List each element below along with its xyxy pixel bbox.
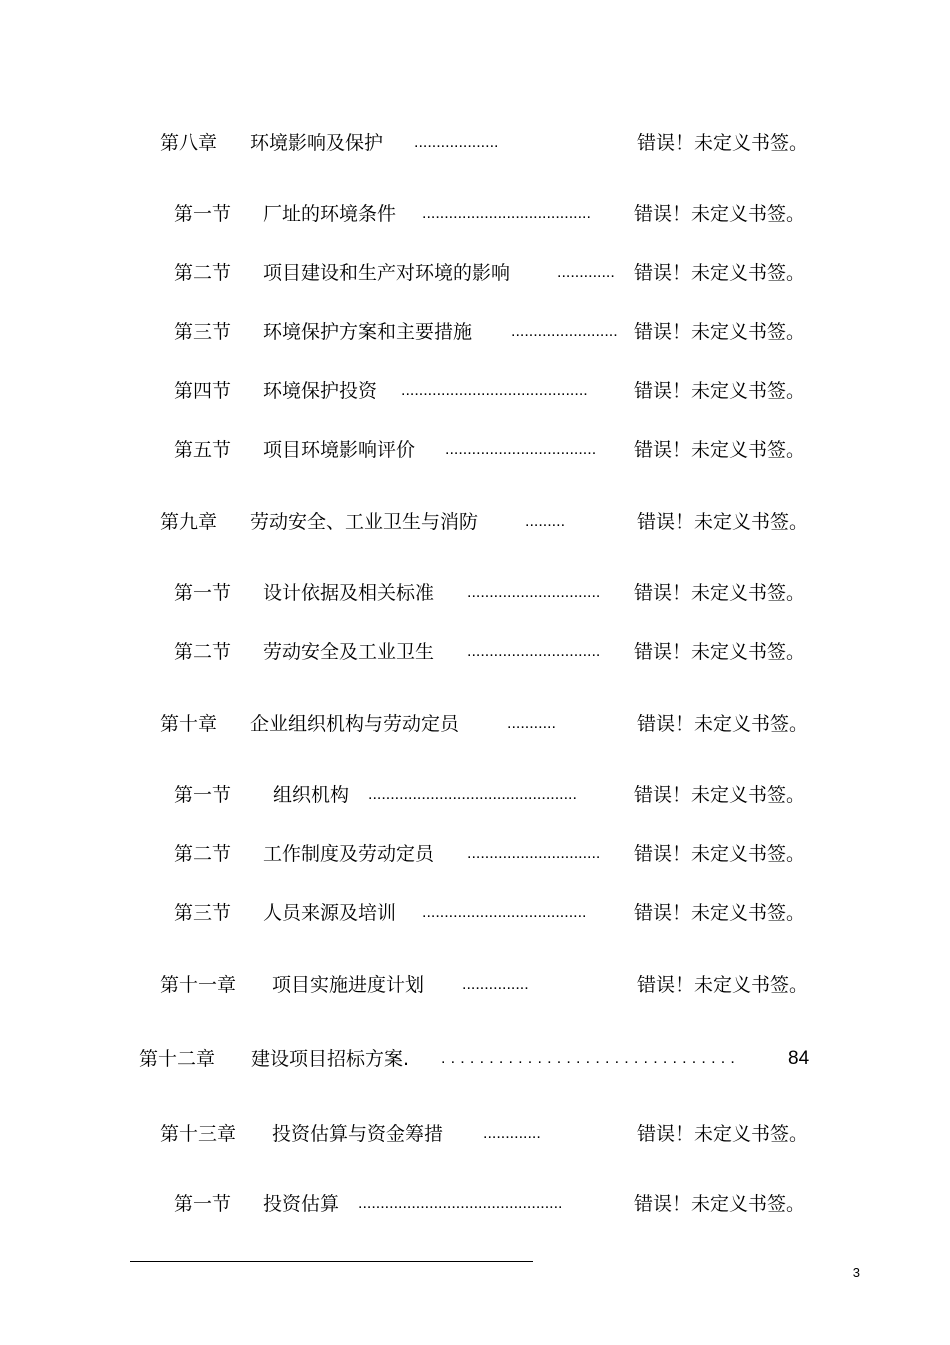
toc-section-number: 第四节 <box>174 380 232 402</box>
toc-section-number: 第一节 <box>174 784 232 806</box>
toc-leader-dots: ............................................... <box>368 786 577 803</box>
toc-page-ref: 错误！未定义书签。 <box>634 902 806 924</box>
toc-section-title: 投资估算 <box>263 1193 340 1215</box>
toc-page-ref: 错误！未定义书签。 <box>637 713 809 735</box>
toc-page-ref: 错误！未定义书签。 <box>637 974 809 996</box>
toc-section-number: 第二节 <box>174 843 232 865</box>
toc-page-ref: 错误！未定义书签。 <box>634 843 806 865</box>
toc-page-ref: 错误！未定义书签。 <box>634 784 806 806</box>
page-number: 3 <box>852 1265 860 1280</box>
toc-page-ref: 错误！未定义书签。 <box>634 582 806 604</box>
toc-section-number: 第一节 <box>174 1193 232 1215</box>
toc-leader-dots: ............. <box>557 264 615 281</box>
toc-page-ref: 错误！未定义书签。 <box>634 262 806 284</box>
toc-chapter-row[interactable] <box>0 128 950 158</box>
toc-section-row[interactable] <box>0 839 950 869</box>
toc-chapter-title: 企业组织机构与劳动定员 <box>250 713 460 735</box>
toc-section-row[interactable] <box>0 317 950 347</box>
toc-section-number: 第三节 <box>174 321 232 343</box>
toc-section-row[interactable] <box>0 898 950 928</box>
toc-section-number: 第二节 <box>174 641 232 663</box>
toc-section-row[interactable] <box>0 376 950 406</box>
toc-section-row[interactable] <box>0 780 950 810</box>
toc-section-number: 第三节 <box>174 902 232 924</box>
toc-page-ref: 错误！未定义书签。 <box>634 203 806 225</box>
toc-section-row[interactable] <box>0 199 950 229</box>
toc-section-row[interactable] <box>0 435 950 465</box>
toc-leader-dots: ............................... <box>441 1050 741 1067</box>
toc-section-row[interactable] <box>0 258 950 288</box>
toc-page-ref: 错误！未定义书签。 <box>634 439 806 461</box>
toc-section-title: 环境保护方案和主要措施 <box>263 321 473 343</box>
toc-leader-dots: .............................. <box>467 643 601 660</box>
toc-page-ref: 错误！未定义书签。 <box>634 641 806 663</box>
toc-leader-dots: ........................ <box>511 323 618 340</box>
toc-chapter-number: 第十二章 <box>139 1048 216 1070</box>
toc-section-title: 组织机构 <box>273 784 350 806</box>
toc-page-number: 84 <box>788 1048 810 1069</box>
toc-leader-dots: .............................. <box>467 584 601 601</box>
toc-leader-dots: ................... <box>414 134 499 151</box>
footnote-separator-line <box>130 1261 533 1262</box>
toc-section-number: 第一节 <box>174 203 232 225</box>
toc-section-title: 设计依据及相关标准 <box>263 582 435 604</box>
toc-chapter-title: 劳动安全、工业卫生与消防 <box>250 511 479 533</box>
toc-leader-dots: ..................................... <box>422 904 587 921</box>
toc-page-ref: 错误！未定义书签。 <box>637 1123 809 1145</box>
toc-section-number: 第一节 <box>174 582 232 604</box>
toc-section-row[interactable] <box>0 1189 950 1219</box>
toc-leader-dots: ......... <box>525 513 566 530</box>
toc-leader-dots: ........... <box>507 715 556 732</box>
toc-leader-dots: ............... <box>462 976 529 993</box>
toc-section-title: 人员来源及培训 <box>263 902 397 924</box>
toc-chapter-number: 第八章 <box>160 132 218 154</box>
toc-chapter-row[interactable] <box>0 507 950 537</box>
toc-leader-dots: ...................................... <box>422 205 591 222</box>
toc-section-title: 项目建设和生产对环境的影响 <box>263 262 511 284</box>
toc-section-row[interactable] <box>0 637 950 667</box>
toc-chapter-row[interactable] <box>0 970 950 1000</box>
toc-chapter-title: 建设项目招标方案. <box>251 1048 410 1070</box>
toc-chapter-title: 环境影响及保护 <box>250 132 384 154</box>
toc-section-row[interactable] <box>0 578 950 608</box>
toc-page-ref: 错误！未定义书签。 <box>637 511 809 533</box>
toc-leader-dots: .............................................. <box>358 1195 563 1212</box>
toc-chapter-row[interactable] <box>0 1044 950 1074</box>
toc-leader-dots: .............................. <box>467 845 601 862</box>
toc-chapter-title: 投资估算与资金筹措 <box>272 1123 444 1145</box>
toc-page-ref: 错误！未定义书签。 <box>637 132 809 154</box>
toc-section-title: 劳动安全及工业卫生 <box>263 641 435 663</box>
toc-leader-dots: ............. <box>483 1125 541 1142</box>
toc-leader-dots: .................................. <box>445 441 597 458</box>
toc-leader-dots: .......................................... <box>401 382 588 399</box>
toc-chapter-number: 第九章 <box>160 511 218 533</box>
toc-chapter-number: 第十一章 <box>160 974 237 996</box>
toc-chapter-number: 第十章 <box>160 713 218 735</box>
toc-chapter-number: 第十三章 <box>160 1123 237 1145</box>
toc-chapter-row[interactable] <box>0 709 950 739</box>
toc-page-ref: 错误！未定义书签。 <box>634 380 806 402</box>
toc-page-ref: 错误！未定义书签。 <box>634 1193 806 1215</box>
toc-chapter-row[interactable] <box>0 1119 950 1149</box>
toc-chapter-title: 项目实施进度计划 <box>272 974 425 996</box>
toc-section-number: 第二节 <box>174 262 232 284</box>
toc-section-title: 项目环境影响评价 <box>263 439 416 461</box>
toc-page-ref: 错误！未定义书签。 <box>634 321 806 343</box>
toc-section-title: 工作制度及劳动定员 <box>263 843 435 865</box>
toc-section-number: 第五节 <box>174 439 232 461</box>
toc-section-title: 环境保护投资 <box>263 380 378 402</box>
toc-section-title: 厂址的环境条件 <box>263 203 397 225</box>
